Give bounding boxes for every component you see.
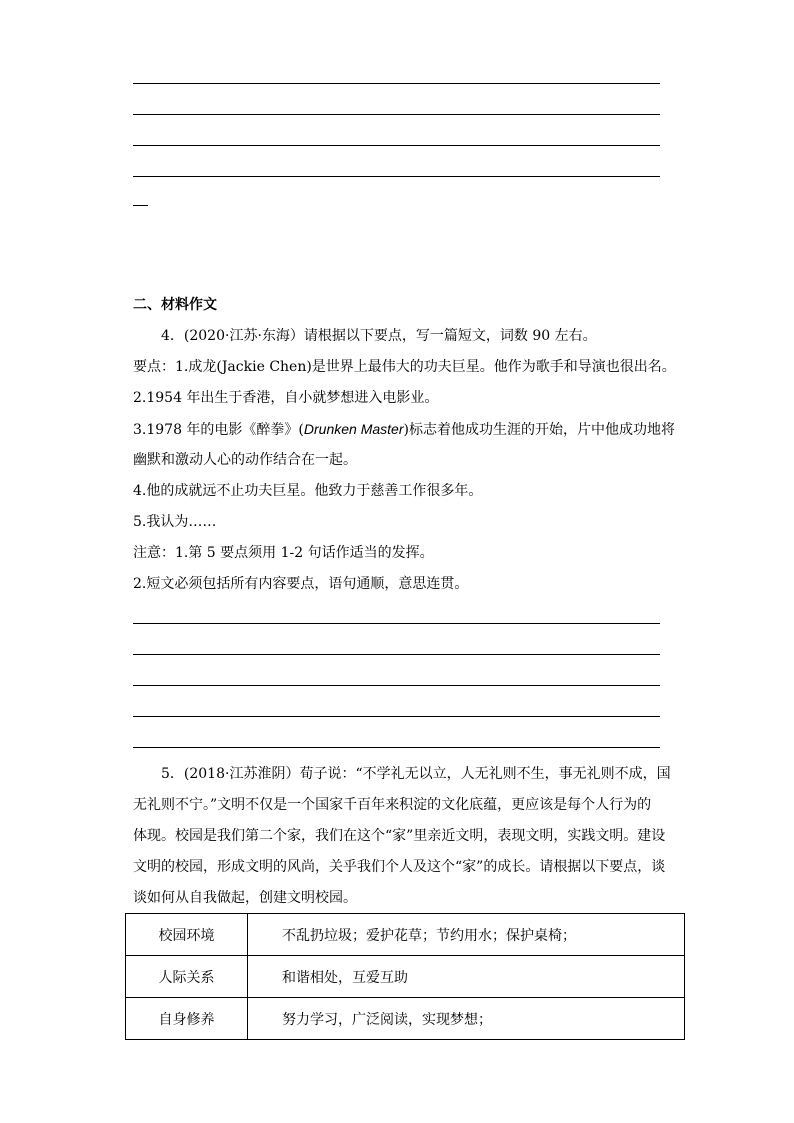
answer-line bbox=[133, 114, 660, 115]
answer-line bbox=[133, 716, 660, 717]
answer-line bbox=[133, 176, 660, 177]
q5-prompt: 5．(2018·江苏淮阴）荀子说：“不学礼无以立，人无礼则不生，事无礼则不成，国 bbox=[161, 766, 671, 782]
table-value: 不乱扔垃圾；爱护花草；节约用水；保护桌椅； bbox=[248, 914, 685, 956]
q4-note-2: 2.短文必须包括所有内容要点，语句通顺，意思连贯。 bbox=[133, 576, 469, 592]
table-row bbox=[126, 998, 685, 1040]
q5-prompt-4: 文明的校园，形成文明的风尚，关乎我们个人及这个“家”的成长。请根据以下要点，谈 bbox=[133, 859, 666, 875]
table-value: 努力学习，广泛阅读，实现梦想； bbox=[248, 998, 685, 1040]
answer-line bbox=[133, 747, 660, 748]
q4-point-4: 4.他的成就远不止功夫巨星。他致力于慈善工作很多年。 bbox=[133, 483, 483, 499]
answer-line bbox=[133, 685, 660, 686]
q5-prompt-3: 体现。校园是我们第二个家，我们在这个“家”里亲近文明，表现文明，实践文明。建设 bbox=[133, 828, 666, 844]
q4-point-3-cont: 幽默和激动人心的动作结合在一起。 bbox=[133, 452, 357, 468]
answer-line bbox=[133, 83, 660, 84]
q5-points-table bbox=[125, 913, 685, 1040]
table-row bbox=[126, 956, 685, 998]
q4-point-5: 5.我认为…… bbox=[133, 514, 217, 530]
table-value: 和谐相处，互爱互助 bbox=[248, 956, 685, 998]
q5-prompt-2: 无礼则不宁。”文明不仅是一个国家千百年来积淀的文化底蕴，更应该是每个人行为的 bbox=[133, 797, 652, 813]
q4-point-3-b: )标志着他成功生涯的开始，片中他成功地将 bbox=[403, 422, 675, 438]
q4-point-2: 2.1954 年出生于香港，自小就梦想进入电影业。 bbox=[133, 390, 439, 406]
q5-prompt-5: 谈如何从自我做起，创建文明校园。 bbox=[133, 890, 357, 906]
table-label: 自身修养 bbox=[126, 998, 248, 1040]
q4-note-1: 注意：1.第 5 要点须用 1-2 句话作适当的发挥。 bbox=[133, 545, 434, 561]
section-title: 二、材料作文 bbox=[133, 297, 217, 313]
table-label: 校园环境 bbox=[126, 914, 248, 956]
answer-line bbox=[133, 145, 660, 146]
q4-point-3-a: 3.1978 年的电影《醉拳》( bbox=[133, 422, 304, 438]
answer-line bbox=[133, 623, 660, 624]
table-row bbox=[126, 914, 685, 956]
table-label: 人际关系 bbox=[126, 956, 248, 998]
answer-line-end bbox=[133, 205, 148, 206]
q4-movie-title: Drunken Master bbox=[303, 421, 404, 437]
q4-point-1: 要点：1.成龙(Jackie Chen)是世界上最伟大的功夫巨星。他作为歌手和导演也很出名。 bbox=[133, 359, 676, 375]
q4-prompt: 4．(2020·江苏·东海）请根据以下要点，写一篇短文，词数 90 左右。 bbox=[161, 328, 597, 344]
q4-point-3 bbox=[133, 419, 675, 440]
answer-line bbox=[133, 654, 660, 655]
